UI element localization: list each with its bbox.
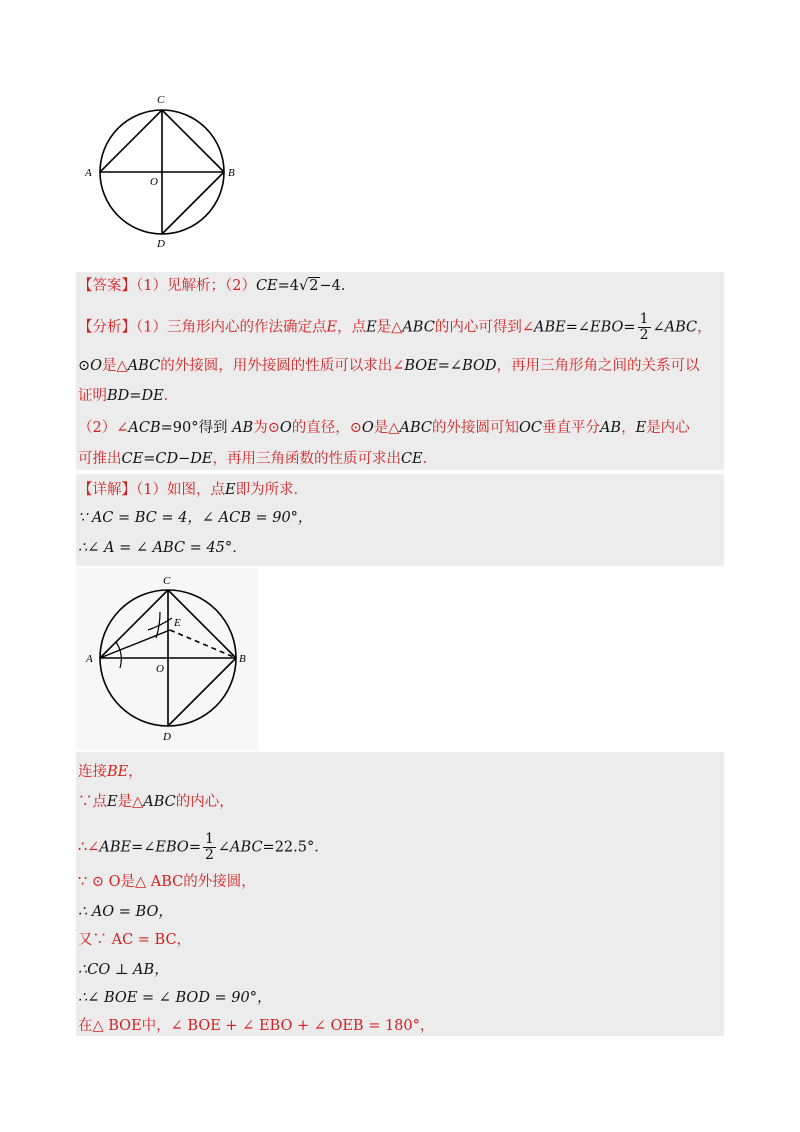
fraction-half: $\frac{1}{2}$: [639, 311, 649, 343]
label-c2: C: [163, 575, 171, 587]
fraction-half-2: $\frac{1}{2}$: [204, 831, 214, 863]
detail-line-1: 【详解】（1）如图，点E即为所求．: [78, 482, 309, 498]
detail-line-5: ∵点E是△ABC的内心，: [78, 794, 234, 810]
label-c: C: [157, 94, 165, 106]
detail-line-8: ∴ AO = BO，: [78, 904, 173, 920]
detail-line-10: ∴CO ⊥ AB，: [78, 962, 169, 978]
detail-line-7: ∵ ⊙ O是△ ABC的外接圆，: [78, 874, 256, 890]
circle-figure-1: [80, 90, 250, 250]
detail-line-6: ∴∠ABE=∠EBO= $\frac{1}{2}$ ∠ABC=22.5°．: [78, 831, 329, 863]
label-b: B: [228, 167, 235, 179]
label-a: A: [85, 167, 92, 179]
detail-line-9: 又∵ AC = BC，: [78, 932, 192, 948]
label-d: D: [157, 238, 165, 250]
circle-figure-2: [76, 568, 258, 750]
label-e2: E: [174, 617, 181, 629]
detail-line-11: ∴∠ BOE = ∠ BOD = 90°，: [78, 990, 272, 1006]
analysis-line-5: 可推出CE=CD−DE，再用三角函数的性质可求出CE．: [78, 451, 438, 467]
label-o: O: [150, 176, 158, 188]
detail-line-12: 在△ BOE中，∠ BOE + ∠ EBO + ∠ OEB = 180°，: [78, 1018, 435, 1034]
analysis-line-2: ⊙O是△ABC的外接圆，用外接圆的性质可以求出∠BOE=∠BOD，再用三角形角之间的关系可以: [78, 358, 700, 374]
detail-line-4: 连接BE，: [78, 764, 143, 780]
detail-line-3: ∴∠ A = ∠ ABC = 45°．: [78, 540, 247, 556]
label-o2: O: [156, 663, 164, 675]
analysis-line-1: 【分析】（1）三角形内心的作法确定点E，点E是△ABC的内心可得到∠ABE=∠EBO= $\frac{1}{2}$ ∠ABC，: [78, 311, 712, 343]
label-a2: A: [86, 653, 93, 665]
label-d2: D: [163, 731, 171, 743]
analysis-line-4: （2）∠ACB=90°得到 AB为⊙O的直径，⊙O是△ABC的外接圆可知OC垂直平分AB，E是内心: [78, 420, 690, 436]
detail-line-2: ∵ AC = BC = 4，∠ ACB = 90°，: [78, 510, 313, 526]
analysis-line-3: 证明BD=DE．: [78, 388, 179, 404]
answer-line: 【答案】（1）见解析；（2）CE=4√2−4．: [78, 278, 356, 294]
label-b2: B: [239, 653, 246, 665]
